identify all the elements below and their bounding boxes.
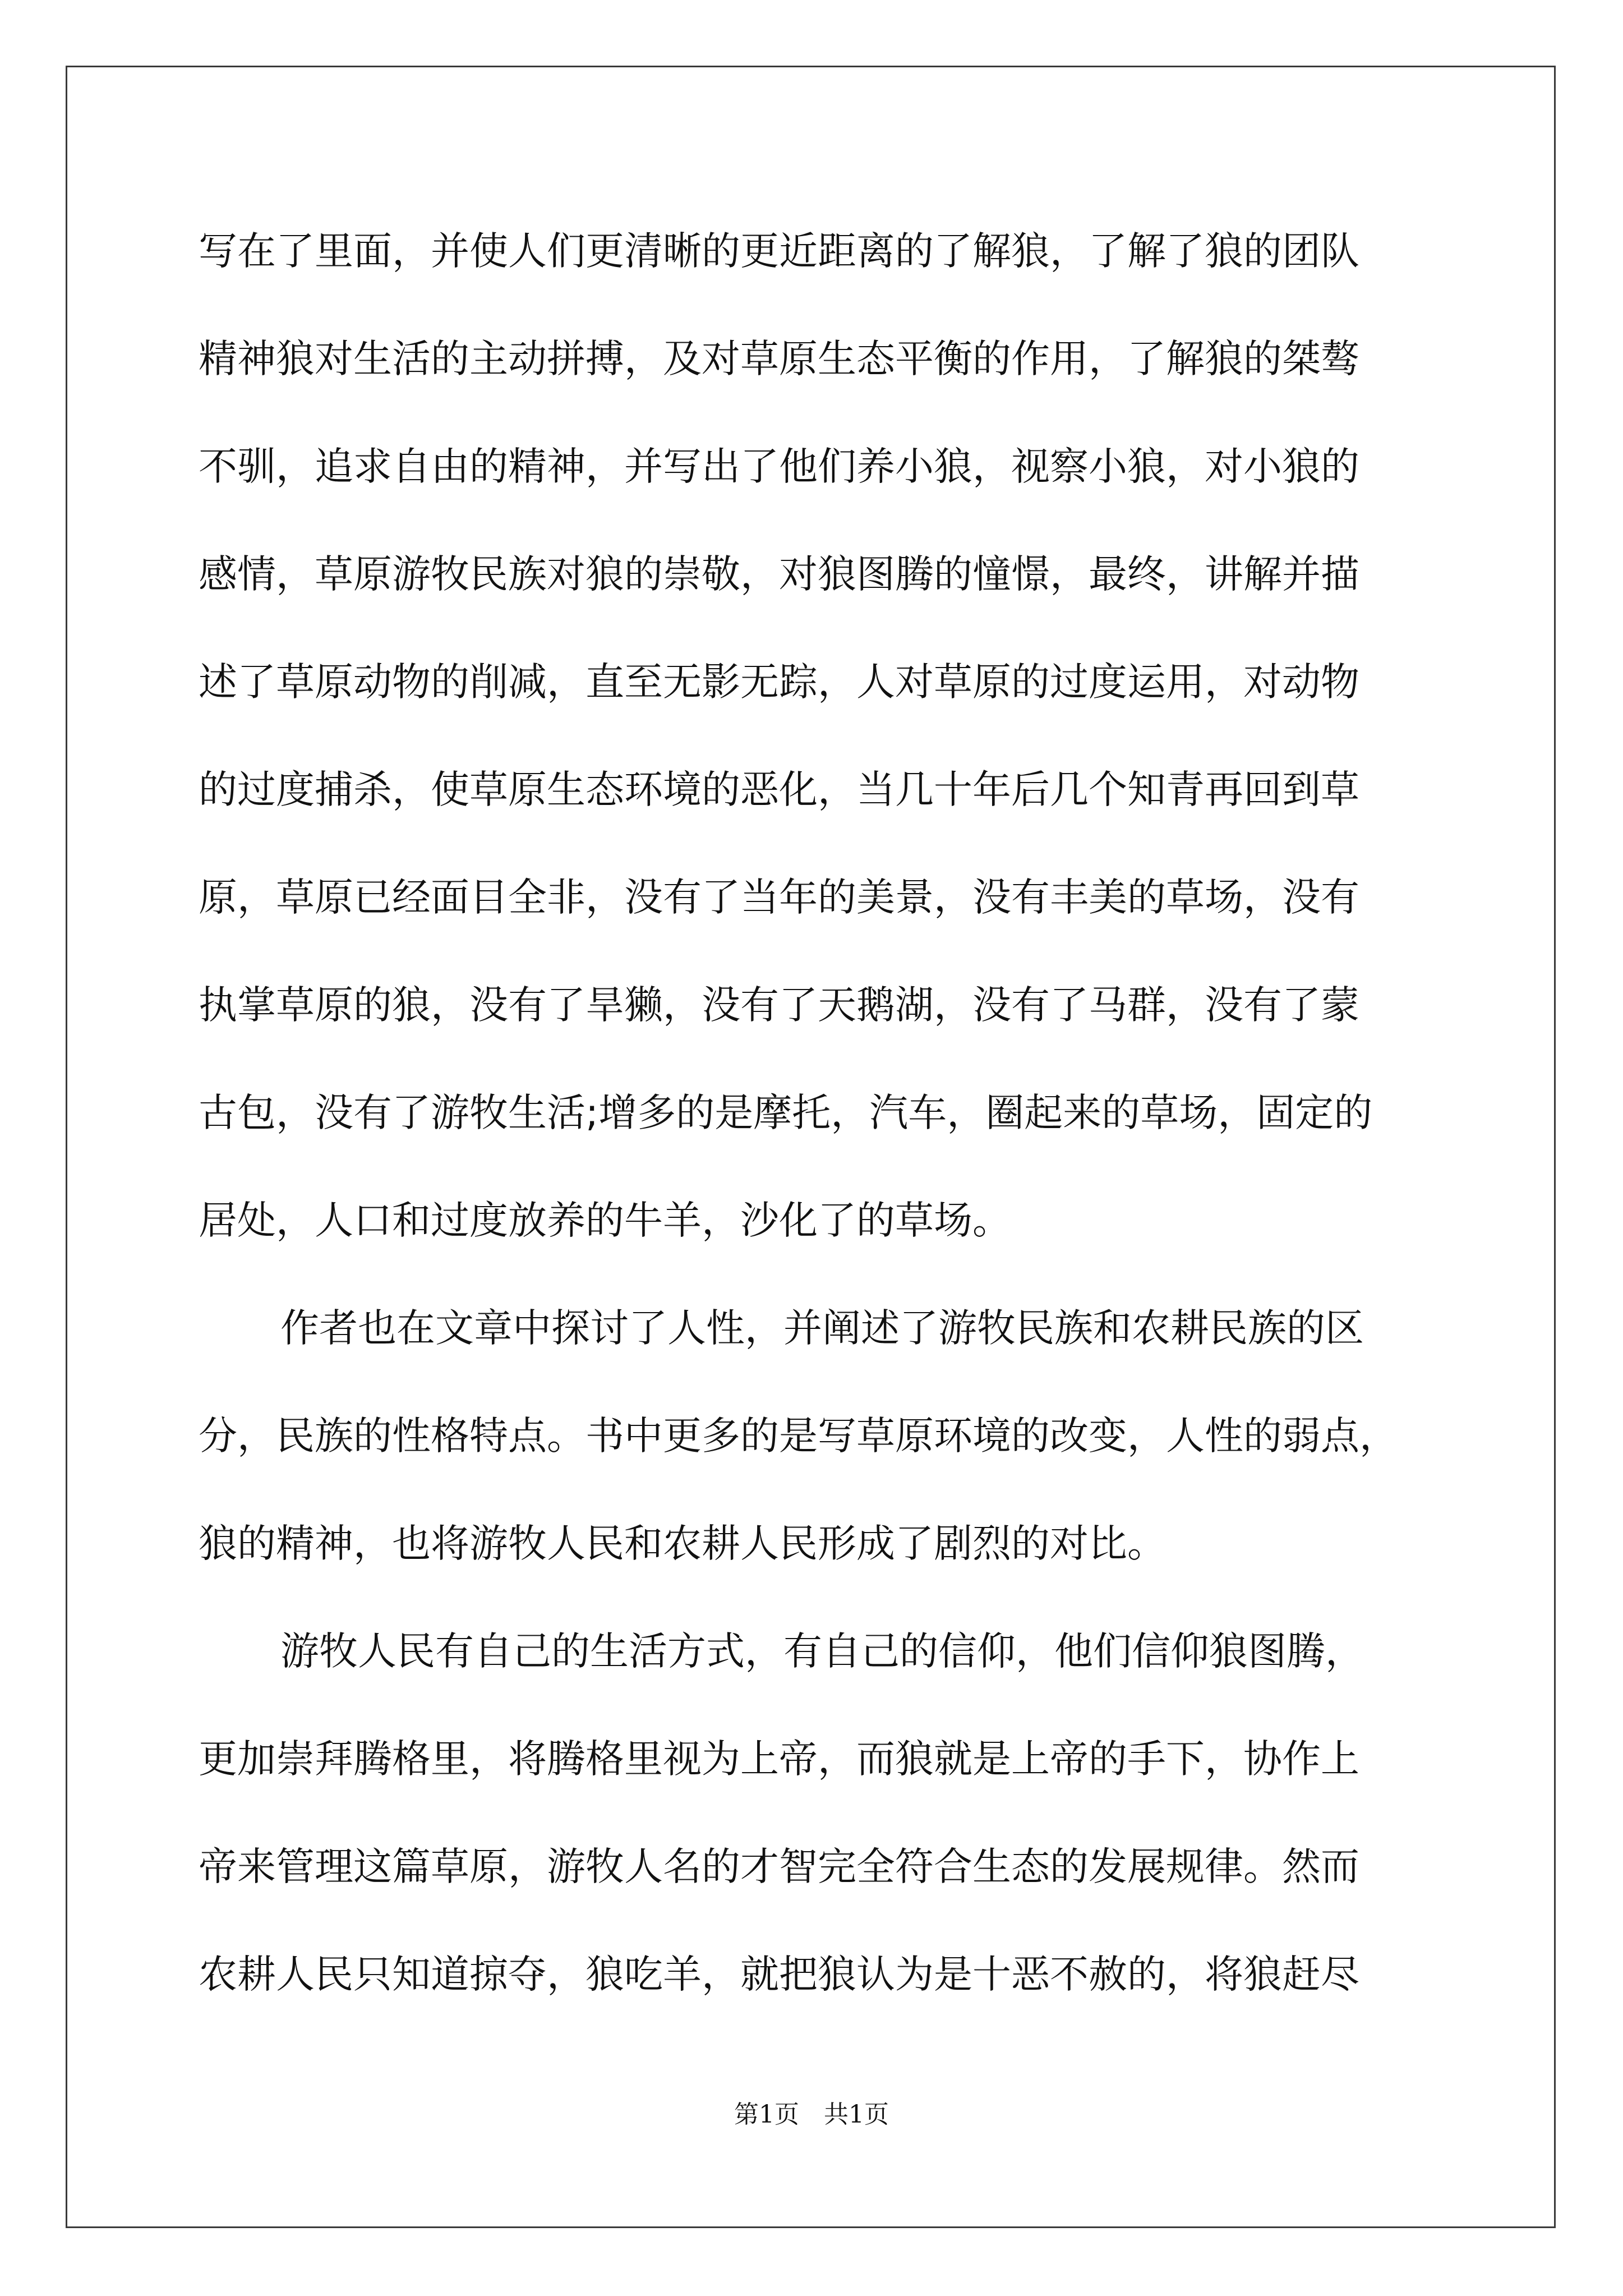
text-line-14: 游牧人民有自己的生活方式，有自己的信仰，他们信仰狼图腾，	[280, 1629, 1364, 1674]
text-line-11: 作者也在文章中探讨了人性，并阐述了游牧民族和农耕民族的区	[280, 1306, 1364, 1351]
text-line-17: 农耕人民只知道掠夺，狼吃羊，就把狼认为是十恶不赦的，将狼赶尽	[199, 1952, 1359, 1997]
text-line-12: 分，民族的性格特点。书中更多的是写草原环境的改变，人性的弱点，	[199, 1414, 1398, 1458]
text-line-13: 狼的精神，也将游牧人民和农耕人民形成了剧烈的对比。	[199, 1521, 1166, 1566]
text-line-4: 感情，草原游牧民族对狼的崇敬，对狼图腾的憧憬，最终，讲解并描	[199, 552, 1359, 597]
text-line-5: 述了草原动物的削减，直至无影无踪，人对草原的过度运用，对动物	[199, 660, 1359, 705]
text-line-2: 精神狼对生活的主动拼搏，及对草原生态平衡的作用，了解狼的桀骜	[199, 337, 1359, 381]
page-footer: 第1页 共1页	[734, 2100, 889, 2129]
text-line-6: 的过度捕杀，使草原生态环境的恶化，当几十年后几个知青再回到草	[199, 767, 1359, 812]
text-line-1: 写在了里面，并使人们更清晰的更近距离的了解狼，了解了狼的团队	[199, 229, 1359, 274]
text-line-16: 帝来管理这篇草原，游牧人名的才智完全符合生态的发展规律。然而	[199, 1844, 1359, 1889]
text-line-15: 更加崇拜腾格里，将腾格里视为上帝，而狼就是上帝的手下，协作上	[199, 1737, 1359, 1782]
page-border	[66, 66, 1556, 2228]
text-line-8: 执掌草原的狼，没有了旱獭，没有了天鹅湖，没有了马群，没有了蒙	[199, 983, 1359, 1028]
text-line-7: 原，草原已经面目全非，没有了当年的美景，没有丰美的草场，没有	[199, 875, 1359, 920]
text-line-3: 不驯，追求自由的精神，并写出了他们养小狼，视察小狼，对小狼的	[199, 444, 1359, 489]
text-line-10: 居处，人口和过度放养的牛羊，沙化了的草场。	[199, 1198, 1011, 1243]
text-line-9: 古包，没有了游牧生活;增多的是摩托，汽车，圈起来的草场，固定的	[199, 1091, 1373, 1135]
